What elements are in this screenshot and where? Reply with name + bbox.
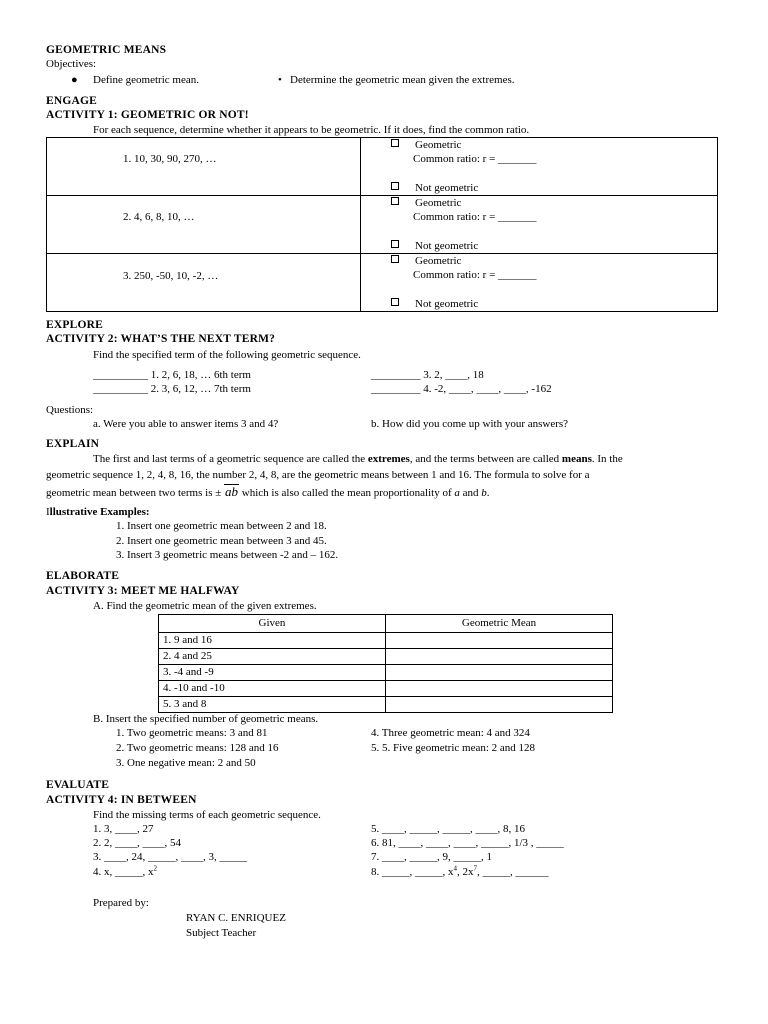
bullet-1: ● <box>71 74 78 86</box>
evaluate-item-7: 7. ____, _____, 9, _____, 1 <box>371 851 492 863</box>
answer-cell[interactable] <box>386 681 613 697</box>
evaluate-item-5: 5. ____, _____, _____, ____, 8, 16 <box>371 823 525 835</box>
checkbox-icon[interactable] <box>391 182 399 190</box>
option-not-geometric[interactable]: Not geometric <box>391 240 478 253</box>
table-row <box>47 254 718 312</box>
part-b-item-1: 1. Two geometric means: 3 and 81 <box>116 727 268 739</box>
checkbox-icon[interactable] <box>391 240 399 248</box>
part-b-item-5: 5. 5. Five geometric mean: 2 and 128 <box>371 742 536 754</box>
author-name: RYAN C. ENRIQUEZ <box>186 912 286 924</box>
question-a: a. Were you able to answer items 3 and 4? <box>93 418 279 430</box>
evaluate-item-4: 4. x, _____, $x^2$ <box>93 864 157 878</box>
table-row <box>159 697 613 713</box>
explore-item-2: __________ 2. 3, 6, 12, … 7th term <box>93 383 251 395</box>
activity-3-part-a: A. Find the geometric mean of the given extremes. <box>93 600 317 612</box>
activity-1-table <box>46 137 718 312</box>
option-geometric[interactable]: Geometric <box>391 197 461 210</box>
activity-3-title: ACTIVITY 3: MEET ME HALFWAY <box>46 585 240 597</box>
explore-item-3: _________ 3. 2, ____, 18 <box>371 369 484 381</box>
evaluate-item-1: 1. 3, ____, 27 <box>93 823 154 835</box>
activity-2-title: ACTIVITY 2: WHAT’S THE NEXT TERM? <box>46 333 276 345</box>
evaluate-item-8: 8. _____, _____, $x^4$, $2x^7$, _____, ______ <box>371 864 549 878</box>
answer-cell[interactable] <box>386 665 613 681</box>
explain-line-3: geometric mean between two terms is ± ab which is also called the mean proportionality of a and b. <box>46 484 490 499</box>
sequence-3: 3. 250, -50, 10, -2, … <box>123 270 219 282</box>
activity-3-table <box>158 614 613 713</box>
objective-1: Define geometric mean. <box>93 74 199 86</box>
activity-1-instruction: For each sequence, determine whether it appears to be geometric. If it does, find the common ratio. <box>93 124 530 136</box>
checkbox-icon[interactable] <box>391 298 399 306</box>
table-row <box>159 649 613 665</box>
page-title: GEOMETRIC MEANS <box>46 44 167 56</box>
table-row <box>159 665 613 681</box>
checkbox-icon[interactable] <box>391 197 399 205</box>
given-cell: 3. -4 and -9 <box>159 665 386 681</box>
activity-3-part-b: B. Insert the specified number of geometric means. <box>93 713 319 725</box>
explain-heading: EXPLAIN <box>46 438 100 450</box>
evaluate-heading: EVALUATE <box>46 779 110 791</box>
activity-4-title: ACTIVITY 4: IN BETWEEN <box>46 794 197 806</box>
common-ratio-field[interactable]: Common ratio: r = _______ <box>413 269 537 281</box>
explore-item-4: _________ 4. -2, ____, ____, ____, -162 <box>371 383 552 395</box>
example-2: 2. Insert one geometric mean between 3 and 45. <box>116 535 327 547</box>
option-not-geometric[interactable]: Not geometric <box>391 298 478 311</box>
bullet-2: • <box>278 74 282 86</box>
evaluate-item-3: 3. ____, 24, _____, ____, 3, _____ <box>93 851 247 863</box>
part-b-item-3: 3. One negative mean: 2 and 50 <box>116 757 256 769</box>
sequence-1: 1. 10, 30, 90, 270, … <box>123 153 217 165</box>
answer-cell[interactable] <box>386 633 613 649</box>
option-geometric[interactable]: Geometric <box>391 255 461 268</box>
prepared-by-label: Prepared by: <box>93 897 149 909</box>
evaluate-item-6: 6. 81, ____, ____, ____, _____, 1/3 , _____ <box>371 837 564 849</box>
part-b-item-2: 2. Two geometric means: 128 and 16 <box>116 742 279 754</box>
checkbox-icon[interactable] <box>391 139 399 147</box>
given-cell: 4. -10 and -10 <box>159 681 386 697</box>
explain-line-2: geometric sequence 1, 2, 4, 8, 16, the number 2, 4, 8, are the geometric means between 1 and 16. The formula to solve for a <box>46 469 590 481</box>
activity-2-instruction: Find the specified term of the following geometric sequence. <box>93 349 361 361</box>
engage-heading: ENGAGE <box>46 95 98 107</box>
table-row <box>47 196 718 254</box>
sequence-2: 2. 4, 6, 8, 10, … <box>123 211 195 223</box>
answer-cell[interactable] <box>386 649 613 665</box>
given-cell: 2. 4 and 25 <box>159 649 386 665</box>
part-b-item-4: 4. Three geometric mean: 4 and 324 <box>371 727 530 739</box>
common-ratio-field[interactable]: Common ratio: r = _______ <box>413 211 537 223</box>
questions-label: Questions: <box>46 404 94 416</box>
activity-1-title: ACTIVITY 1: GEOMETRIC OR NOT! <box>46 109 249 121</box>
explain-line-1: The first and last terms of a geometric sequence are called the extremes, and the terms between are called means. In the <box>93 453 623 465</box>
example-3: 3. Insert 3 geometric means between -2 and – 162. <box>116 549 339 561</box>
question-b: b. How did you come up with your answers? <box>371 418 569 430</box>
table-row <box>159 633 613 649</box>
given-cell: 1. 9 and 16 <box>159 633 386 649</box>
option-geometric[interactable]: Geometric <box>391 139 461 152</box>
table-header-row <box>159 615 613 633</box>
table-row <box>47 138 718 196</box>
author-role: Subject Teacher <box>186 927 257 939</box>
option-not-geometric[interactable]: Not geometric <box>391 182 478 195</box>
elaborate-heading: ELABORATE <box>46 570 120 582</box>
illustrative-examples-label: Illustrative Examples: <box>46 506 150 518</box>
example-1: 1. Insert one geometric mean between 2 and 18. <box>116 520 327 532</box>
checkbox-icon[interactable] <box>391 255 399 263</box>
column-given: Given <box>159 615 386 633</box>
table-row <box>159 681 613 697</box>
explore-item-1: __________ 1. 2, 6, 18, … 6th term <box>93 369 251 381</box>
objective-2: Determine the geometric mean given the extremes. <box>290 74 515 86</box>
common-ratio-field[interactable]: Common ratio: r = _______ <box>413 153 537 165</box>
objectives-label: Objectives: <box>46 58 97 70</box>
evaluate-item-2: 2. 2, ____, ____, 54 <box>93 837 181 849</box>
column-geometric-mean: Geometric Mean <box>386 615 613 633</box>
given-cell: 5. 3 and 8 <box>159 697 386 713</box>
answer-cell[interactable] <box>386 697 613 713</box>
explore-heading: EXPLORE <box>46 319 103 331</box>
activity-4-instruction: Find the missing terms of each geometric sequence. <box>93 809 321 821</box>
square-root-icon: ab <box>225 484 239 499</box>
